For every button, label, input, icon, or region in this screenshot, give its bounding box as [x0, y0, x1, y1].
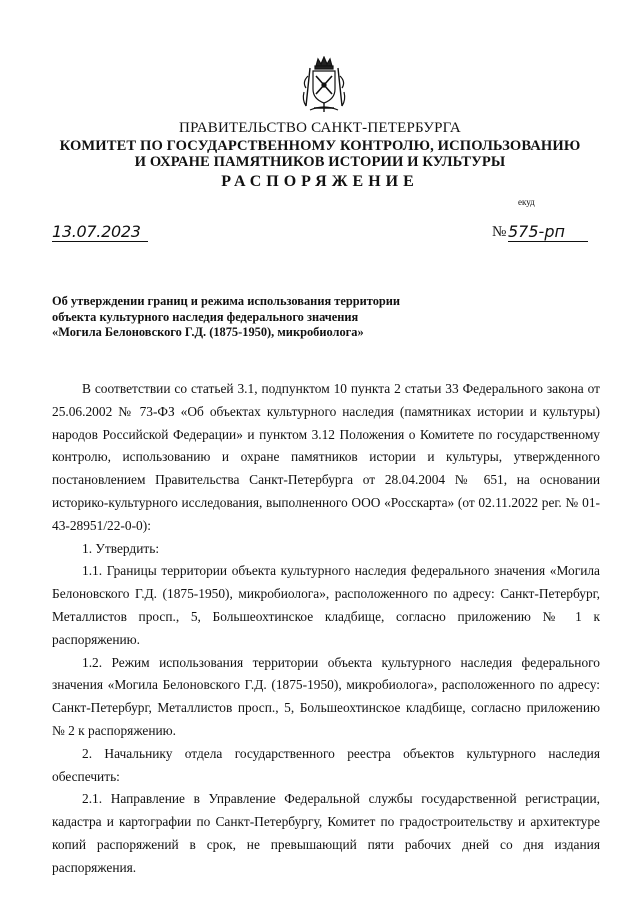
document-number: 575-рп — [508, 222, 588, 242]
subject-line2: объекта культурного наследия федерального значения — [52, 309, 359, 324]
paragraph-preamble: В соответствии со статьей 3.1, подпунктом 10 пункта 2 статьи 33 Федерального закона от 25.06.2002 № 73-ФЗ «Об объектах культурного наследия (памятниках истории и культуры) народов Российской Федерации» и пунктом 3.12 Положения о Комитете по государственному контролю, использованию и охране памятников истории и культуры, утвержденного постановлением Правительства Санкт-Петербурга от 28.04.2004 № 651, на основании историко-культурного исследования, выполненного ООО «Росскарта» (от 02.11.2022 рег. № 01-43-28951/22-0-0): — [52, 381, 600, 533]
committee-title — [0, 138, 640, 170]
document-number-block — [492, 222, 590, 242]
document-body — [52, 378, 600, 880]
committee-title-line2: И ОХРАНЕ ПАМЯТНИКОВ ИСТОРИИ И КУЛЬТУРЫ — [134, 154, 506, 170]
paragraph-2: 2. Начальнику отдела государственного реестра объектов культурного наследия обеспечить: — [52, 745, 600, 784]
subject-line1: Об утверждении границ и режима использования территории — [52, 294, 401, 308]
paragraph-2-1: 2.1. Направление в Управление Федеральной службы государственной регистрации, кадастра и картографии по Санкт-Петербургу, Комитет по градостроительству и архитектуре копий распоряжений в срок, не превышающий пяти рабочих дней со дня издания распоряжения. — [52, 791, 600, 875]
document-type: РАСПОРЯЖЕНИЕ — [221, 173, 419, 190]
number-label: № — [492, 224, 507, 240]
government-title: ПРАВИТЕЛЬСТВО САНКТ-ПЕТЕРБУРГА — [179, 120, 461, 136]
document-date: 13.07.2023 — [52, 222, 148, 242]
paragraph-1: 1. Утвердить: — [82, 540, 160, 556]
committee-title-line1: КОМИТЕТ ПО ГОСУДАРСТВЕННОМУ КОНТРОЛЮ, ИСПОЛЬЗОВАНИЮ — [59, 138, 581, 154]
subject-line3: «Могила Белоновского Г.Д. (1875-1950), микробиолога» — [52, 325, 364, 339]
paragraph-1-2: 1.2. Режим использования территории объекта культурного наследия федерального значения «Могила Белоновского Г.Д. (1875-1950), микробиолога», расположенного по адресу: Санкт-Петербург, Металлистов просп., 5, Большеохтинское кладбище, согласно приложению № 2 к распоряжению. — [52, 654, 600, 738]
paragraph-1-1: 1.1. Границы территории объекта культурного наследия федерального значения «Могила Белоновского Г.Д. (1875-1950), микробиолога», расположенного по адресу: Санкт-Петербург, Металлистов просп., 5, Большеохтинское кладбище, согласно приложению № 1 к распоряжению. — [52, 563, 600, 647]
document-code: eкуд — [518, 197, 535, 207]
st-petersburg-coat-of-arms-icon — [300, 56, 348, 114]
document-subject — [52, 294, 432, 341]
